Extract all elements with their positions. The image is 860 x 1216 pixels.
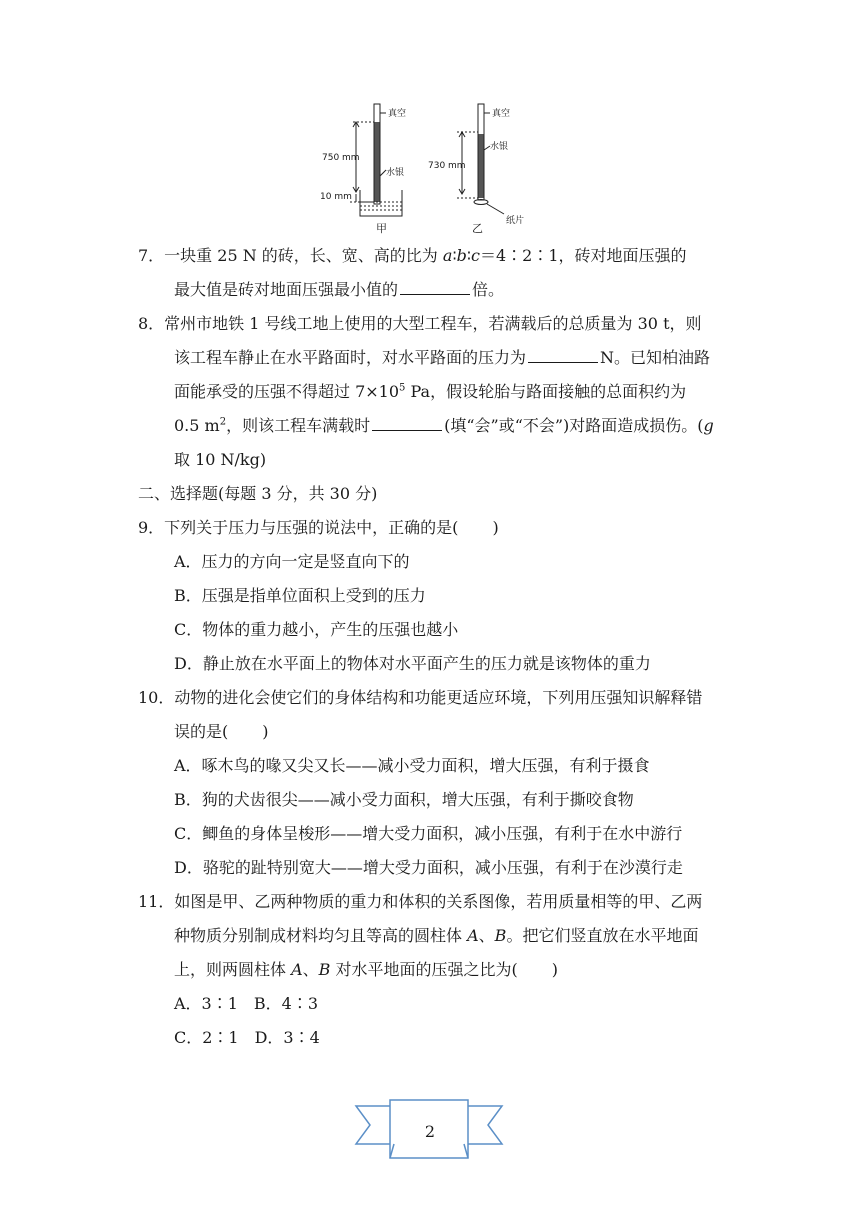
q11-var-a: A bbox=[291, 960, 303, 979]
q10-text: ) bbox=[262, 722, 269, 741]
left-vacuum-label: 真空 bbox=[388, 109, 407, 119]
q11-line3 bbox=[174, 958, 558, 982]
q8-line2 bbox=[174, 346, 710, 370]
q10-line2 bbox=[174, 720, 269, 744]
torricelli-diagram bbox=[320, 98, 550, 238]
page-number: 2 bbox=[424, 1122, 436, 1141]
q11-text: ) bbox=[551, 960, 559, 979]
q7-line2 bbox=[174, 278, 504, 302]
q10-option-d: D．骆驼的趾特别宽大——增大受力面积，减小压强，有利于在沙漠行走 bbox=[174, 858, 683, 877]
q9-option-d: D．静止放在水平面上的物体对水平面产生的压力就是该物体的重力 bbox=[174, 654, 651, 673]
q7-colon: ∶ bbox=[452, 246, 457, 265]
q10-option-b: B．狗的犬齿很尖——减小受力面积，增大压强，有利于撕咬食物 bbox=[174, 790, 634, 809]
q8-answer-blank-2[interactable] bbox=[372, 414, 442, 431]
q7-colon: ∶ bbox=[466, 246, 472, 265]
q10-option-a: A．啄木鸟的喙又尖又长——减小受力面积，增大压强，有利于摄食 bbox=[174, 756, 650, 775]
q7-text: 7．一块重 25 N 的砖，长、宽、高的比为 bbox=[138, 246, 443, 265]
q8-text: 面能承受的压强不得超过 7×10 bbox=[174, 382, 400, 401]
q11-var-b: B bbox=[494, 926, 507, 945]
q7-text: 倍。 bbox=[472, 280, 505, 299]
q10-text: 误的是( bbox=[174, 722, 229, 741]
q8-text: ，则该工程车满载时 bbox=[226, 416, 371, 435]
ribbon-right-tail bbox=[464, 1106, 502, 1144]
q11-text: 对水平地面的压强之比为( bbox=[330, 960, 518, 979]
q11-text: 上，则两圆柱体 bbox=[174, 960, 292, 979]
q11-options-row2: C．2∶1 D．3∶4 bbox=[174, 1028, 320, 1047]
q11-line1: 11．如图是甲、乙两种物质的重力和体积的关系图像，若用质量相等的甲、乙两 bbox=[138, 892, 703, 911]
q11-text: 、 bbox=[302, 960, 319, 979]
q8-answer-blank-1[interactable] bbox=[528, 346, 598, 363]
q9-text: ) bbox=[492, 518, 499, 537]
q7-var-a: a bbox=[442, 246, 453, 265]
q8-line1: 8．常州市地铁 1 号线工地上使用的大型工程车，若满载后的总质量为 30 t，则 bbox=[138, 314, 702, 333]
q8-var-g: g bbox=[703, 416, 714, 435]
q8-text: Pa，假设轮胎与路面接触的总面积约为 bbox=[405, 382, 687, 401]
q8-text: (填“会”或“不会”)对路面造成损伤。( bbox=[444, 416, 704, 435]
q8-line3 bbox=[174, 380, 686, 404]
q7-text: ＝4∶2∶1，砖对地面压强的 bbox=[480, 246, 687, 265]
q9-stem bbox=[138, 516, 499, 540]
q11-line2 bbox=[174, 924, 698, 948]
q11-var-b: B bbox=[318, 960, 331, 979]
q9-option-b: B．压强是指单位面积上受到的压力 bbox=[174, 586, 426, 605]
q7-var-b: b bbox=[456, 246, 467, 265]
q9-option-c: C．物体的重力越小，产生的压强也越小 bbox=[174, 620, 459, 639]
right-caption: 乙 bbox=[472, 222, 483, 235]
q7-text: 最大值是砖对地面压强最小值的 bbox=[174, 280, 399, 299]
q8-text: 该工程车静止在水平路面时，对水平路面的压力为 bbox=[174, 348, 527, 367]
left-mercury-label: 水银 bbox=[386, 168, 405, 178]
left-height-label: 750 mm bbox=[322, 153, 360, 163]
q9-option-a: A．压力的方向一定是竖直向下的 bbox=[174, 552, 410, 571]
q8-line5: 取 10 N/kg) bbox=[174, 450, 267, 469]
q10-line1: 10．动物的进化会使它们的身体结构和功能更适应环境，下列用压强知识解释错 bbox=[138, 688, 703, 707]
q11-text: 、 bbox=[478, 926, 495, 945]
q7-answer-blank[interactable] bbox=[400, 278, 470, 295]
left-caption: 甲 bbox=[376, 222, 387, 235]
q11-text: 。把它们竖直放在水平地面 bbox=[506, 926, 699, 945]
q8-exponent: 2 bbox=[219, 416, 227, 428]
q7-var-c: c bbox=[471, 246, 480, 265]
q11-var-a: A bbox=[467, 926, 479, 945]
q8-text: 0.5 m bbox=[174, 416, 220, 435]
q8-exponent: 5 bbox=[399, 382, 406, 394]
left-dish bbox=[360, 190, 402, 216]
q10-option-c: C．鲫鱼的身体呈梭形——增大受力面积，减小压强，有利于在水中游行 bbox=[174, 824, 683, 843]
q8-text: N。已知柏油路 bbox=[600, 348, 711, 367]
q11-options-row1: A．3∶1 B．4∶3 bbox=[174, 994, 319, 1013]
section-heading: 二、选择题(每题 3 分，共 30 分) bbox=[138, 484, 378, 503]
ribbon-left-tail bbox=[356, 1106, 394, 1144]
right-paper-label: 纸片 bbox=[506, 216, 525, 226]
q8-line4 bbox=[174, 414, 714, 438]
left-depth-label: 10 mm bbox=[320, 192, 352, 202]
right-mercury-label: 水银 bbox=[490, 142, 509, 152]
q11-text: 种物质分别制成材料均匀且等高的圆柱体 bbox=[174, 926, 468, 945]
torricelli-figure bbox=[320, 98, 550, 238]
right-height-label: 730 mm bbox=[428, 161, 466, 171]
q7-line1 bbox=[138, 244, 687, 268]
q9-text: 9．下列关于压力与压强的说法中，正确的是( bbox=[138, 518, 459, 537]
right-vacuum-label: 真空 bbox=[492, 109, 511, 119]
